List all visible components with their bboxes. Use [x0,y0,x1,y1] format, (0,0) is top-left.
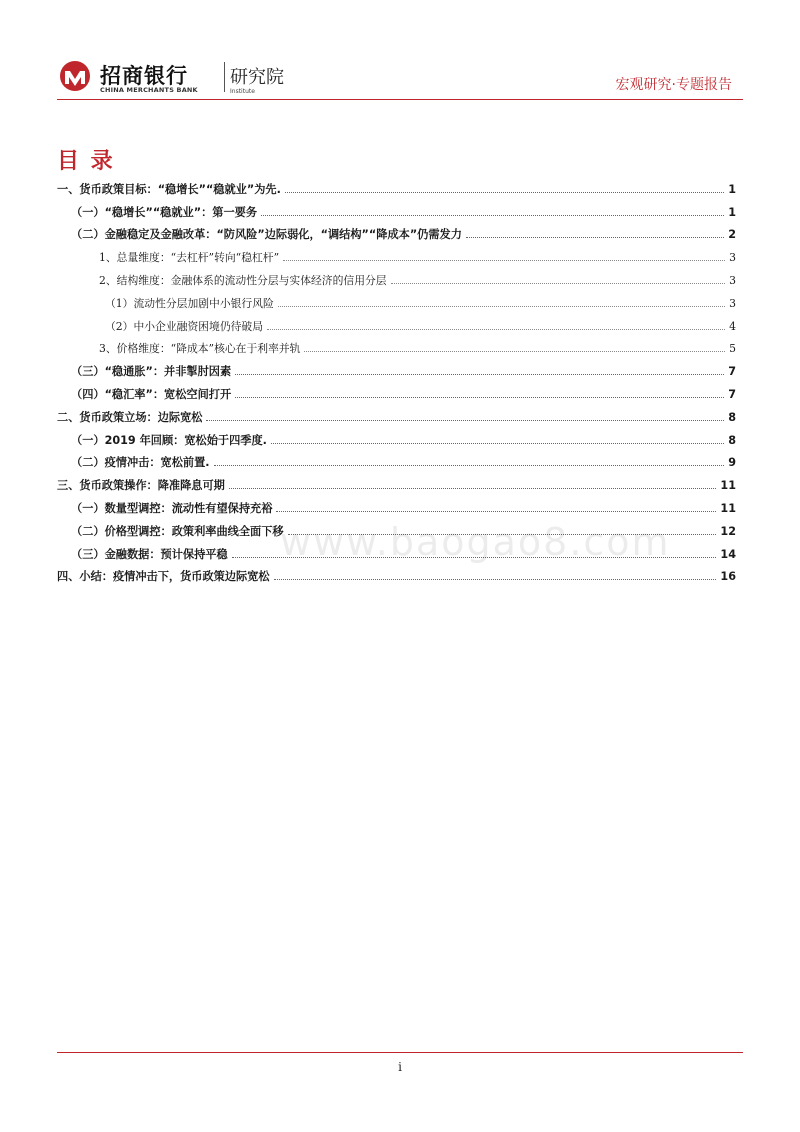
toc-entry-page: 8 [728,410,736,424]
toc-entry-text: 2、结构维度：金融体系的流动性分层与实体经济的信用分层 [99,273,387,287]
header-divider [57,99,743,100]
toc-entry-page: 1 [728,182,736,196]
toc-entry[interactable] [57,470,736,493]
toc-leader-dots [214,465,725,466]
toc-entry-page: 3 [729,251,736,265]
toc-entry-text: （一）“稳增长”“稳就业”：第一要务 [71,205,258,219]
toc-entry[interactable] [57,334,736,357]
toc-leader-dots [466,237,724,238]
toc-entry-page: 12 [720,524,736,538]
toc-entry[interactable] [57,493,736,516]
toc-leader-dots [267,329,725,330]
toc-entry[interactable] [57,174,736,197]
toc-entry-page: 7 [728,387,736,401]
toc-entry-text: 三、货币政策操作：降准降息可期 [57,479,225,493]
watermark: www.baogao8.com [280,520,671,564]
toc-entry-text: （二）价格型调控：政策利率曲线全面下移 [71,524,284,538]
toc-entry-page: 16 [720,570,736,584]
logo-text-cn: 招商银行 [100,64,188,88]
toc-leader-dots [206,420,724,421]
toc-entry[interactable] [57,379,736,402]
toc-leader-dots [276,511,716,512]
toc-entry-text: （三）“稳通胀”：并非掣肘因素 [71,365,232,379]
toc-leader-dots [283,260,725,261]
toc-entry-text: （四）“稳汇率”：宽松空间打开 [71,387,232,401]
toc-entry-text: （三）金融数据：预计保持平稳 [71,547,228,561]
logo-divider [224,62,225,92]
toc-leader-dots [391,283,726,284]
toc-title: 目 录 [57,149,115,174]
toc-entry-text: 四、小结：疫情冲击下，货币政策边际宽松 [57,570,270,584]
cmb-logo-icon [57,60,93,92]
toc-entry-text: （二）疫情冲击：宽松前置. [71,456,210,470]
toc-entry[interactable] [57,197,736,220]
toc-entry-text: 一、货币政策目标：“稳增长”“稳就业”为先. [57,182,281,196]
toc-entry[interactable] [57,242,736,265]
institute-text-cn: 研究院 [230,67,284,88]
toc-leader-dots [261,215,724,216]
toc-entry-text: 3、价格维度：“降成本”核心在于利率并轨 [99,342,301,356]
toc-leader-dots [274,579,717,580]
page-header [0,0,800,100]
report-type-tag: 宏观研究·专题报告 [615,77,732,93]
toc-entry-page: 9 [728,456,736,470]
toc-entry[interactable] [57,448,736,471]
toc-entry[interactable] [57,562,736,585]
toc-entry-text: 1、总量维度：“去杠杆”转向“稳杠杆” [99,251,280,265]
toc-entry-page: 8 [728,433,736,447]
toc-entry-page: 11 [720,501,736,515]
toc-entry[interactable] [57,402,736,425]
toc-leader-dots [235,374,724,375]
toc-entry[interactable] [57,356,736,379]
toc-entry-page: 5 [729,342,736,356]
toc-entry-page: 14 [720,547,736,561]
toc-entry[interactable] [57,220,736,243]
toc-entry-text: 二、货币政策立场：边际宽松 [57,410,203,424]
page-number: i [398,1060,402,1074]
toc-entry-page: 7 [728,365,736,379]
toc-entry-text: （一）数量型调控：流动性有望保持充裕 [71,501,273,515]
toc-entry[interactable] [57,288,736,311]
toc-entry-page: 3 [729,273,736,287]
toc-entry-page: 11 [720,479,736,493]
toc-leader-dots [304,351,725,352]
institute-text-en: Institute [230,88,255,95]
toc-leader-dots [285,192,724,193]
toc-entry-page: 1 [728,205,736,219]
toc-entry[interactable] [57,311,736,334]
toc-entry-text: （二）金融稳定及金融改革：“防风险”边际弱化，“调结构”“降成本”仍需发力 [71,228,462,242]
toc-entry-text: （一）2019 年回顾：宽松始于四季度. [71,433,267,447]
toc-entry-page: 4 [729,319,736,333]
toc-leader-dots [278,306,725,307]
toc-entry[interactable] [57,265,736,288]
toc-leader-dots [271,443,724,444]
toc-entry-text: （1）流动性分层加剧中小银行风险 [105,296,274,310]
logo-text-en: CHINA MERCHANTS BANK [100,86,198,94]
toc-entry-text: （2）中小企业融资困境仍待破局 [105,319,264,333]
toc-entry-page: 2 [728,228,736,242]
toc-leader-dots [229,488,717,489]
toc-leader-dots [235,397,724,398]
toc-entry-page: 3 [729,296,736,310]
footer-divider [57,1052,743,1053]
toc-entry[interactable] [57,425,736,448]
